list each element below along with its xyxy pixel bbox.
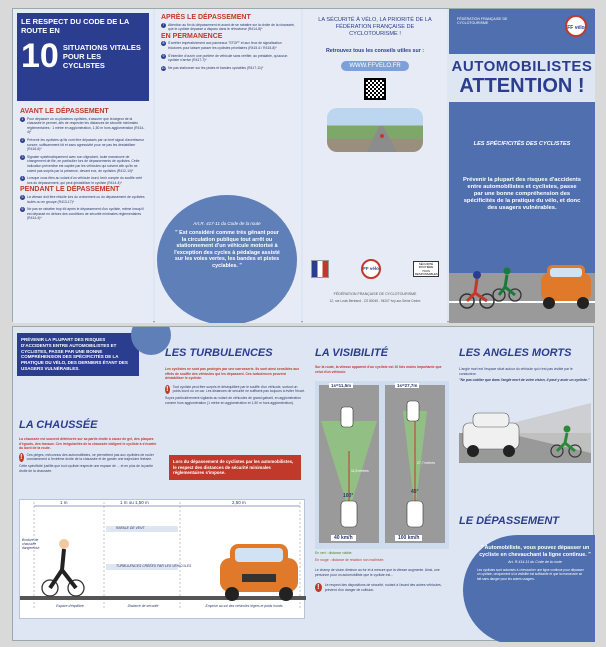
article-circle — [157, 195, 297, 323]
number-badge: 6 — [21, 207, 24, 212]
chaussee-diagram — [19, 499, 305, 619]
pendant-heading: PENDANT LE DÉPASSEMENT — [20, 186, 120, 194]
permanence-text: Ne pas stationner sur les pistes et bandes cyclables (R417-11)* — [168, 65, 264, 70]
bottom-sheet — [12, 326, 594, 641]
lab-speed-1: 40 km/h — [331, 535, 356, 541]
number-badge: 3 — [21, 154, 24, 159]
permanence-heading: EN PERMANENCE — [161, 32, 223, 40]
car-icon — [220, 544, 298, 601]
cyclist-icon — [42, 539, 84, 596]
number-badge: 4 — [21, 176, 24, 181]
angles-morts-heading: LES ANGLES MORTS — [459, 347, 572, 359]
diag-250: 2,50 m — [232, 500, 246, 505]
lab-deg-1: 100° — [343, 493, 354, 499]
road-photo — [327, 108, 423, 152]
car-icon — [341, 407, 353, 427]
cover-illustration — [449, 243, 595, 323]
avant-item — [20, 155, 146, 173]
avant-list — [20, 117, 146, 186]
number-badge: 5 — [21, 194, 24, 199]
diagram-svg — [20, 500, 306, 620]
top-sheet — [12, 8, 594, 322]
depassement-ref: Art. R.414-11 du Code de la route — [508, 560, 562, 565]
turbulences-text-3: Soyez particulièrement vigilants au volant de véhicules de grand gabarit, en agglomération comme hors agglomération (1 mètre en agglomération et 1,50 m hors agglomération). — [165, 395, 301, 405]
turbulences-text-1: Les cyclistes ne sont pas protégés par une carrosserie. Ils sont ainsi sensibles aux effets de souffle des véhicules qui les dépassent. Ces turbulences peuvent déstabiliser le cycliste. — [165, 367, 300, 381]
qr-code[interactable] — [364, 78, 386, 100]
conseils-text: Retrouvez tous les conseils utiles sur : — [325, 48, 425, 54]
turbulences-alert: Lors du dépassement de cyclistes par les automobilistes, le respect des distances de sécurité minimales réglementaires s'impose. — [169, 455, 301, 480]
title-number: 10 — [21, 37, 59, 75]
lab-1s-b: 1s=27,7m — [397, 383, 418, 388]
panel-contact — [303, 9, 447, 323]
visibilite-intro: Sur la route, la vitesse apparent d'un cycliste est 10 fois moins importante que celui d'un véhicule. — [315, 365, 442, 374]
car-icon — [407, 501, 423, 527]
warning-icon: ! — [166, 385, 169, 393]
permanence-item — [161, 66, 295, 71]
federation-name: FÉDÉRATION FRANÇAISE DE CYCLOTOURISME — [333, 292, 417, 296]
pendant-text: Ne pas se rabattre trop tôt après le dépassement d'un cycliste, même lorsqu'il est dépassé en dehors des conditions de sécurité minimales réglementaires (R414-4)* — [27, 207, 144, 221]
securite-routiere-badge: SÉCURITÉ ROUTIÈRE TOUS RESPONSABLES — [415, 262, 438, 277]
cover-teaser: Prévenir la plupart des risques d'accidents entre automobilistes et cyclistes, passe par une bonne compréhension des spécificités de la pratique du vélo, et donc des usagers vulnérables. — [463, 177, 582, 211]
avant-item — [20, 138, 146, 152]
fed-small: FÉDÉRATION FRANÇAISE DE CYCLOTOURISME — [457, 17, 508, 26]
permanence-item — [161, 54, 295, 63]
avant-text: Signaler systématiquement avec son clignotant, toute manœuvre de changement de file, en particulier lors de dépassements de cyclistes. Cette indication préventive est captée par les véhicules qui suivent afin qu'ils ne soient pas surpris par la présence, devant eux, de cyclistes (R412-10)* — [27, 154, 140, 173]
turbulences-heading: LES TURBULENCES — [165, 347, 273, 359]
visibility-diagram — [315, 381, 449, 549]
panel-chaussee — [13, 327, 309, 642]
label-emprise: Emprise au sol des véhicules légers et poids lourds — [205, 604, 283, 608]
chaussee-text: La chaussée est souvent détériorée sur sa partie droite à cause de gel, des plaques d'égouts, des travaux. Ces irrégularités de la chaussée obligent le cycliste à s'écarter du bord de la route. — [19, 437, 157, 451]
diag-rafale: RAFALE DE VENT — [116, 526, 145, 530]
avant-text: Lorsque vous êtes au volant d'un véhicule lourd, tenir compte du souffle créé lors du dépassement, qui peut déstabiliser le cycliste (R414-4)* — [27, 176, 143, 185]
depassement-circle — [463, 535, 595, 642]
title-block — [17, 13, 149, 101]
visibilite-text: Le champ de vision diminue au fur et à mesure que la vitesse augmente. Ainsi, une personne pour un automobiliste que le cycliste est... — [315, 568, 440, 577]
panel-visibilite — [311, 327, 453, 642]
avant-heading: AVANT LE DÉPASSEMENT — [20, 108, 109, 115]
circle-ref: Art.R. 417-11 du Code de la route — [193, 221, 261, 226]
visibility-svg — [315, 381, 449, 549]
pendant-item — [20, 207, 146, 221]
apres-list — [161, 23, 295, 32]
permanence-text: S'arrêter impérativement aux panneaux "STOP" et aux feux de signalisation tricolores pour laisser passer les cyclistes prioritaires (R415-6 / R415-8)* — [168, 41, 282, 50]
chaussee-heading: LA CHAUSSÉE — [19, 419, 98, 431]
lab-1s: 1s=11,5m — [331, 383, 352, 388]
apres-item — [161, 23, 295, 32]
title-top: LE RESPECT DU CODE DE LA ROUTE EN — [21, 17, 130, 35]
car-icon — [407, 401, 419, 421]
slogan: LA SÉCURITÉ À VÉLO, LA PRIORITÉ DE LA FÉDÉRATION FRANÇAISE DE CYCLOTOURISME ! — [318, 17, 432, 37]
angles-morts-quote: "Ne pas oublier que dans l'angle mort de votre vision, il peut y avoir un cycliste." — [459, 378, 590, 383]
cover-subtitle: LES SPÉCIFICITÉS DES CYCLISTES — [473, 141, 571, 147]
panel-angles-morts — [455, 327, 595, 642]
label-bordure: Bordure de chaussée dangereuse — [22, 538, 40, 550]
depassement-heading: LE DÉPASSEMENT — [459, 515, 560, 527]
warning-icon: ! — [315, 583, 322, 592]
ffvelo-logo: FF vélo — [361, 259, 381, 279]
pendant-text: La vitesse doit être réduite lors du croisement ou du dépassement de cyclistes isolés ou en groupe (R413-17)* — [27, 194, 145, 204]
permanence-text: S'interdire d'ouvrir une portière de véhicule sans vérifier, au préalable, qu'aucun cycliste n'arrive (R417-7)* — [168, 53, 288, 63]
apres-text: Attention au fin du dépassement et avant de se rabattre sur la droite de la chaussée, que le cycliste dépassé a disparu dans le rétroviseur (R414-8)* — [168, 22, 295, 32]
angles-morts-text: L'angle mort est l'espace situé autour du véhicule qui n'est pas visible par le conducteur. — [459, 367, 573, 376]
permanence-list — [161, 41, 295, 70]
cover-title-1: AUTOMOBILISTES — [451, 58, 593, 75]
depassement-quote: " Automobiliste, vous pouvez dépasser un cycliste en chevauchant la ligne continue. " — [479, 545, 591, 558]
diag-1m: 1 m — [60, 500, 68, 505]
lab-deg-2: 45° — [411, 489, 419, 495]
pendant-list — [20, 195, 146, 221]
legend-green: En vert : distance visible. — [315, 551, 353, 555]
number-badge: 8 — [162, 41, 165, 46]
chaussee-text-2: Cette spécificité justifie que tout cycliste respecte une espace de ... et en plus de la partie droite de la chaussée. — [19, 463, 154, 473]
permanence-item — [161, 41, 295, 50]
lab-speed-2: 100 km/h — [395, 535, 422, 541]
turbulences-text-2: Tout cycliste peut être surpris et déséquilibré par le souffle d'un véhicule, surtout un poids lourd ou un car. Les distances de sécurité ne suffisent pas toujours à éviter l'écart. — [172, 384, 305, 394]
title-rest: SITUATIONS VITALES POUR LES CYCLISTES — [62, 42, 141, 70]
avant-item — [20, 176, 146, 185]
label-distance: Distance de sécurité — [127, 604, 159, 608]
label-espace: Espace d'équilibre — [56, 604, 84, 608]
intro-box: PRÉVENIR LA PLUPART DES RISQUES D'ACCIDENTS ENTRE AUTOMOBILISTES ET CYCLISTES, PASSE PAR UNE BONNE COMPRÉHENSION DES SPÉCIFICITÉS DE LA PRATIQUE DU VÉLO, DES DERNIERS ÉTANT DES USAGERS VULNÉRABLES. — [17, 333, 139, 376]
lab-dist-2: 27,7 mètres — [417, 461, 435, 465]
cover-title-2: ATTENTION ! — [459, 75, 585, 97]
road-icon — [327, 108, 423, 152]
federation-address: 12, rue Louis Bertrand - CS 80045 - 94207 Ivry-sur-Seine Cedex — [329, 299, 421, 303]
panel-rules-1 — [13, 9, 153, 323]
circle-text: " Est considéré comme très gênant pour la circulation publique tout arrêt ou stationnement d'un véhicule motorisé à l'exception des cycles à pédalage assisté sur les voies vertes, les bandes et pistes cyclables. " — [174, 230, 280, 269]
avant-item — [20, 117, 146, 135]
chaussee-warning: Ces pièges, méconnus des automobilistes, ne permettent pas aux cyclistes de rouler constamment à l'extrême droite de la chaussée et de garder une trajectoire linéaire. — [26, 452, 154, 462]
apres-heading: APRÈS LE DÉPASSEMENT — [161, 14, 251, 21]
panel-cover — [449, 9, 595, 323]
visibilite-heading: LA VISIBILITÉ — [315, 347, 388, 359]
diag-mid: 1 m ou 1,50 m — [120, 500, 149, 505]
republique-logo — [311, 260, 329, 278]
pendant-item — [20, 195, 146, 204]
url-link[interactable]: WWW.FFVELO.FR — [341, 61, 408, 71]
cover-logo: FF vélo — [565, 15, 587, 37]
depassement-text: Les cyclistes sont autorisés à chevaucher une ligne continue pour dépasser un cycliste, uniquement si la visibilité est suffisante et que la manœuvre se fait sans danger pour les autres usagers. — [477, 568, 584, 581]
visibilite-warning: Le respect des dispositions de sécurité, roulant à l'avant des autres véhicules, prévient d'un danger de collision. — [324, 583, 442, 592]
legend-red: En rouge : distance de réaction non maîtrisée. — [315, 557, 385, 562]
diag-turbulences: TURBULENCES CRÉÉES PAR LES VÉHICULES — [116, 564, 192, 568]
number-badge: 1 — [21, 116, 24, 121]
warning-icon: ! — [20, 453, 23, 461]
number-badge: 9 — [162, 53, 165, 58]
lab-dist-1: 11,5 mètres — [351, 469, 369, 473]
angle-mort-illustration — [459, 393, 591, 463]
number-badge: 10 — [161, 65, 166, 70]
car-icon — [341, 501, 357, 527]
avant-text: Pour dépasser un ou plusieurs cyclistes, s'assurer que la largeur de la chaussée le permet, afin de respecter les distances de sécurité minimales réglementaires : 1 mètre en agglomération, 1,50 m hors agglomération (R414-4)* — [27, 116, 145, 135]
number-badge: 2 — [21, 137, 24, 142]
number-badge: 7 — [162, 22, 165, 27]
panel-rules-2 — [155, 9, 301, 323]
avant-text: Prévenir les cyclistes qu'ils vont être dépassés par un bref signal d'avertisseur sonore, suffisamment tôt et sans agressivité pour ne pas les déstabiliser (R416-6)* — [27, 137, 145, 152]
